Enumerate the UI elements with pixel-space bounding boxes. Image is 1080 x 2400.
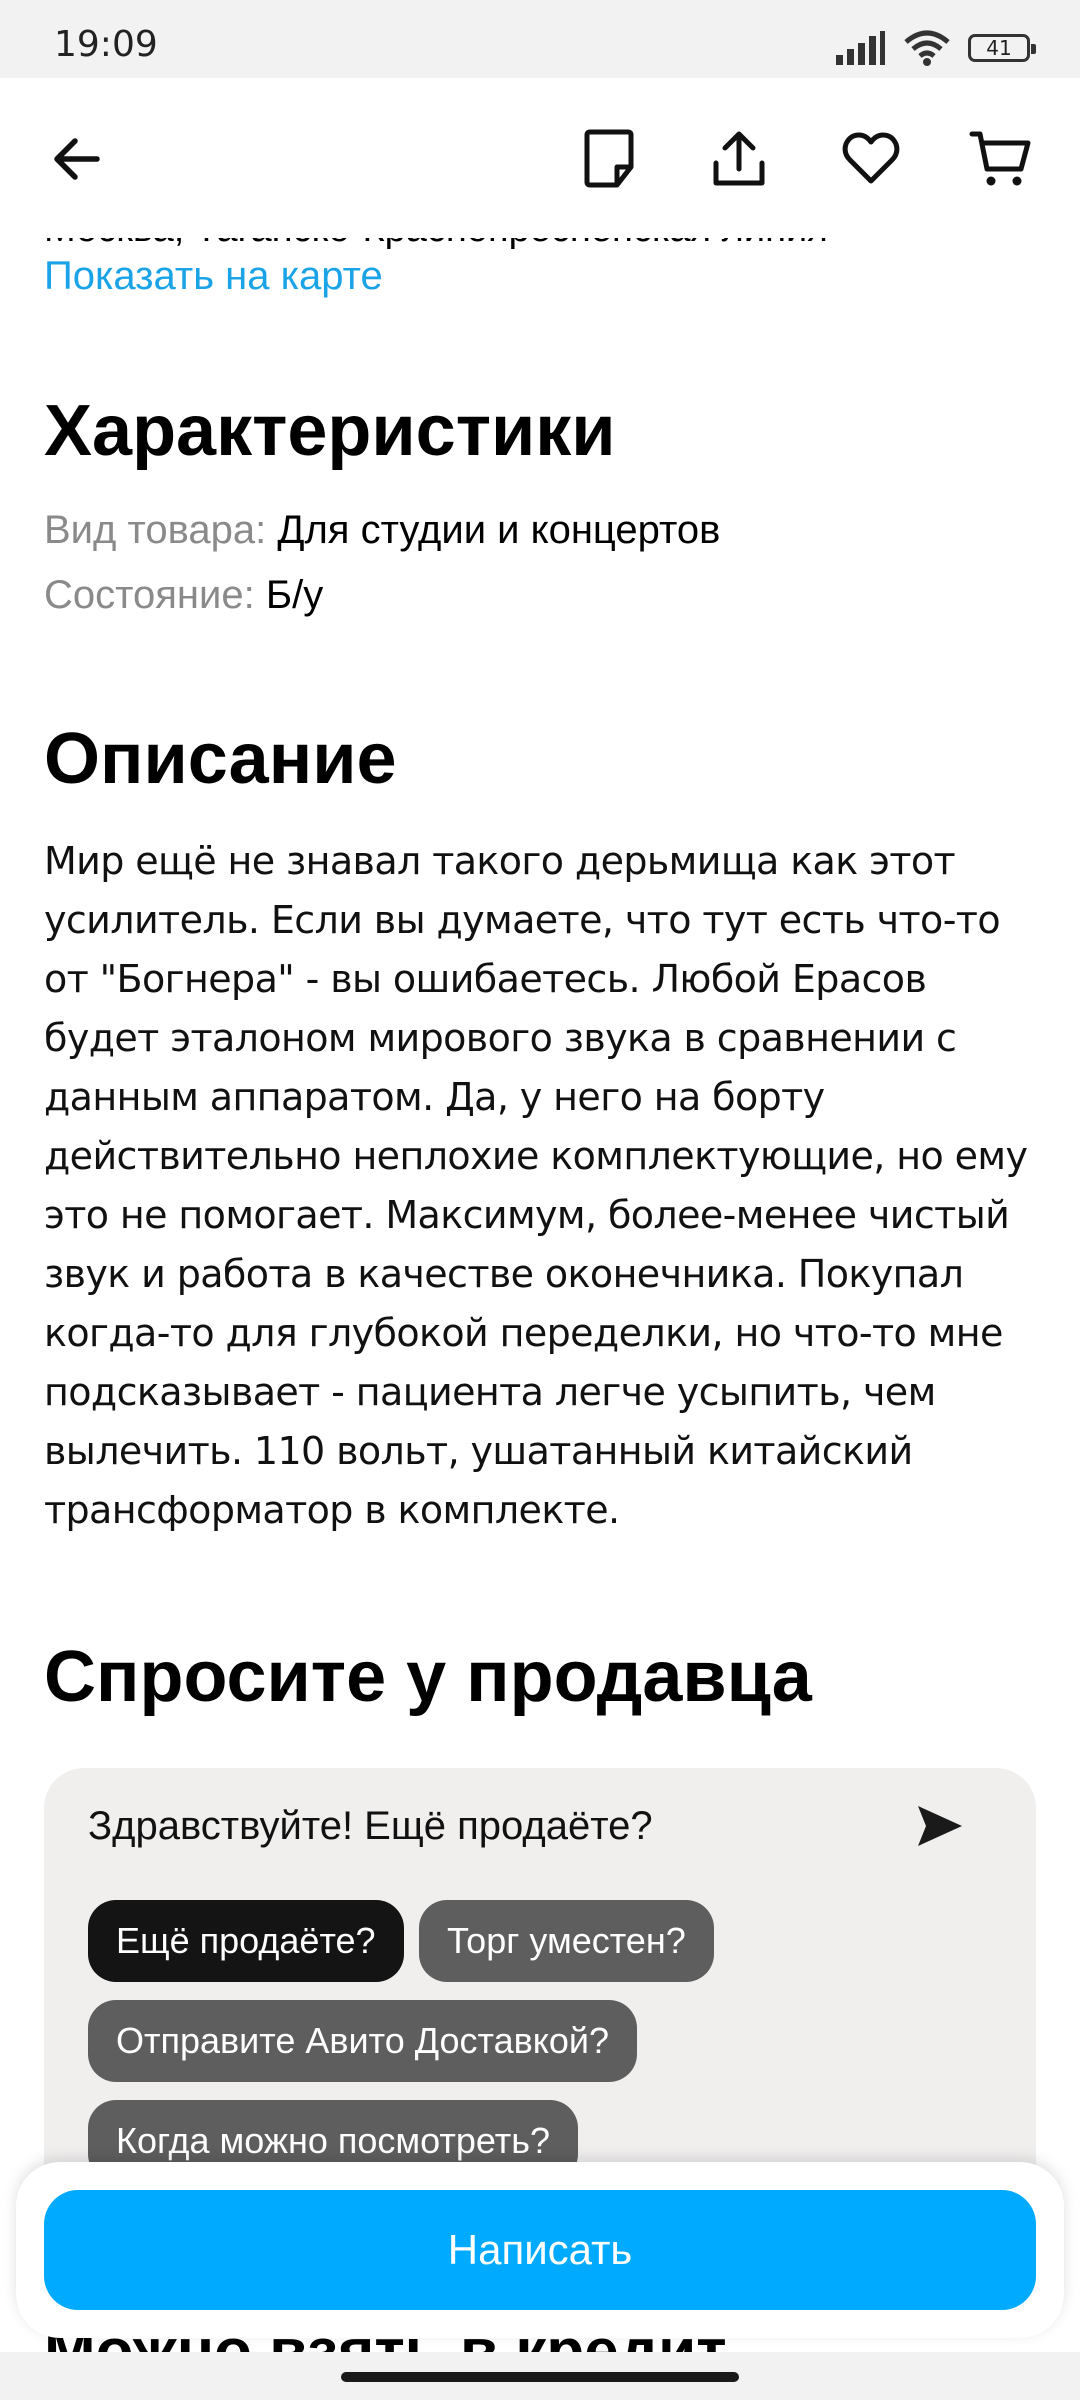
cart-icon [969,129,1033,189]
quick-reply-chip[interactable]: Торг уместен? [419,1900,714,1982]
characteristic-key: Вид товара: [44,508,267,552]
quick-reply-chip[interactable]: Когда можно посмотреть? [88,2100,578,2182]
battery-icon [968,34,1030,62]
characteristic-row [44,573,323,618]
back-arrow-icon [49,131,105,187]
characteristic-value: Для студии и концертов [277,508,721,552]
write-message-button[interactable]: Написать [44,2190,1036,2310]
ask-seller-box [44,1768,1036,2188]
wifi-icon [904,30,950,66]
favorite-button[interactable] [838,126,904,192]
signal-icon [834,31,886,65]
navigation-bar [0,2352,1080,2400]
back-button[interactable] [44,126,110,192]
quick-reply-chip[interactable]: Ещё продаёте? [88,1900,404,1982]
show-on-map-link[interactable]: Показать на карте [44,254,383,298]
status-icons [834,28,1030,68]
note-icon [583,129,635,189]
bottom-action-panel [16,2162,1064,2338]
status-bar [0,0,1080,78]
quick-reply-chip[interactable]: Отправите Авито Доставкой? [88,2000,637,2082]
characteristics-title: Характеристики [44,391,616,471]
battery-level: 41 [986,36,1012,60]
home-indicator[interactable] [341,2372,739,2382]
description-title: Описание [44,719,397,799]
message-input[interactable]: Здравствуйте! Ещё продаёте? [88,1804,653,1848]
favorite-heart-icon [841,131,901,187]
ask-seller-title: Спросите у продавца [44,1637,812,1717]
characteristic-value: Б/у [265,573,324,617]
send-icon[interactable] [914,1800,966,1852]
characteristic-row [44,508,720,553]
characteristic-key: Состояние: [44,573,255,617]
cart-button[interactable] [968,126,1034,192]
app-bar [0,78,1080,238]
note-button[interactable] [576,126,642,192]
description-text: Мир ещё не знавал такого дерьмища как этот усилитель. Если вы думаете, что тут есть что-то от "Богнера" - вы ошибаетесь. Любой Ерасов будет эталоном мирового звука в сравнении с данным аппаратом. Да, у него на борту действительно неплохие комплектующие, но ему это не помогает. Максимум, более-менее чистый звук и работа в качестве оконечника. Покупал когда-то для глубокой переделки, но что-то мне подсказывает - пациента легче усыпить, чем вылечить. 110 вольт, ушатанный китайский трансформатор в комплекте. [44,839,1028,1532]
share-icon [711,129,767,189]
status-time: 19:09 [54,24,158,65]
share-button[interactable] [706,126,772,192]
